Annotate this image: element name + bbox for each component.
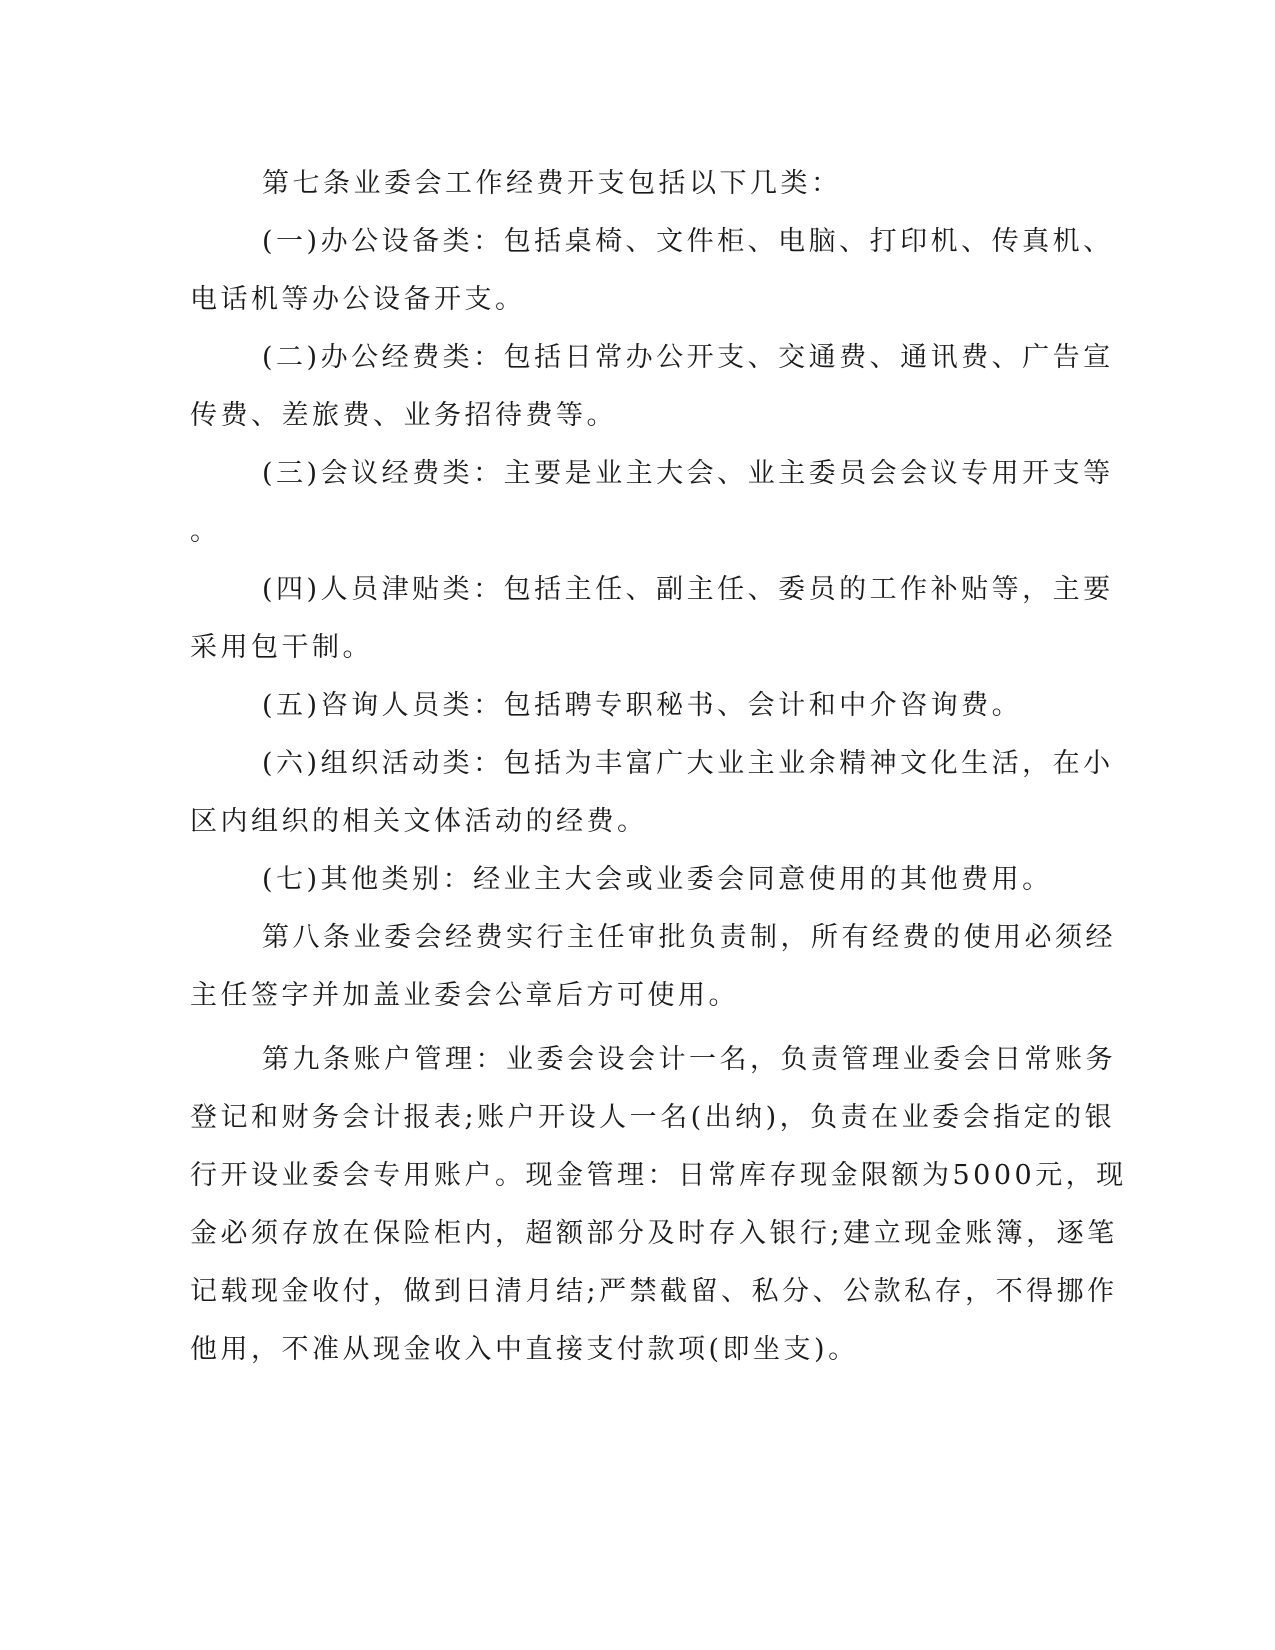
item-4-line-2: 采用包干制。 [190, 632, 373, 663]
article-9-line-5: 记载现金收付，做到日清月结;严禁截留、私分、公款私存，不得挪作 [190, 1276, 1118, 1307]
item-2-line-1: (二)办公经费类：包括日常办公开支、交通费、通讯费、广告宣 [262, 342, 1114, 373]
item-3-line-1: (三)会议经费类：主要是业主大会、业主委员会会议专用开支等 [262, 458, 1114, 489]
article-9-line-6: 他用，不准从现金收入中直接支付款项(即坐支)。 [190, 1334, 859, 1365]
item-2-line-2: 传费、差旅费、业务招待费等。 [190, 400, 617, 431]
item-1-line-2: 电话机等办公设备开支。 [190, 284, 526, 315]
item-3-line-2: 。 [190, 516, 221, 547]
article-8-line-2: 主任签字并加盖业委会公章后方可使用。 [190, 980, 739, 1011]
item-1-line-1: (一)办公设备类：包括桌椅、文件柜、电脑、打印机、传真机、 [262, 226, 1114, 257]
article-9-line-1: 第九条账户管理：业委会设会计一名，负责管理业委会日常账务 [262, 1044, 1116, 1075]
item-7-line-1: (七)其他类别：经业主大会或业委会同意使用的其他费用。 [262, 864, 1053, 895]
article-7-heading: 第七条业委会工作经费开支包括以下几类： [262, 168, 842, 199]
article-8-line-1: 第八条业委会经费实行主任审批负责制，所有经费的使用必须经 [262, 922, 1116, 953]
article-9-line-4: 金必须存放在保险柜内，超额部分及时存入银行;建立现金账簿，逐笔 [190, 1218, 1118, 1249]
article-9-line-2: 登记和财务会计报表;账户开设人一名(出纳)，负责在业委会指定的银 [190, 1102, 1116, 1133]
item-5-line-1: (五)咨询人员类：包括聘专职秘书、会计和中介咨询费。 [262, 690, 1023, 721]
item-6-line-1: (六)组织活动类：包括为丰富广大业主业余精神文化生活，在小 [262, 748, 1114, 779]
article-9-line-3: 行开设业委会专用账户。现金管理：日常库存现金限额为5000元，现 [190, 1160, 1127, 1191]
item-4-line-1: (四)人员津贴类：包括主任、副主任、委员的工作补贴等，主要 [262, 574, 1114, 605]
item-6-line-2: 区内组织的相关文体活动的经费。 [190, 806, 648, 837]
